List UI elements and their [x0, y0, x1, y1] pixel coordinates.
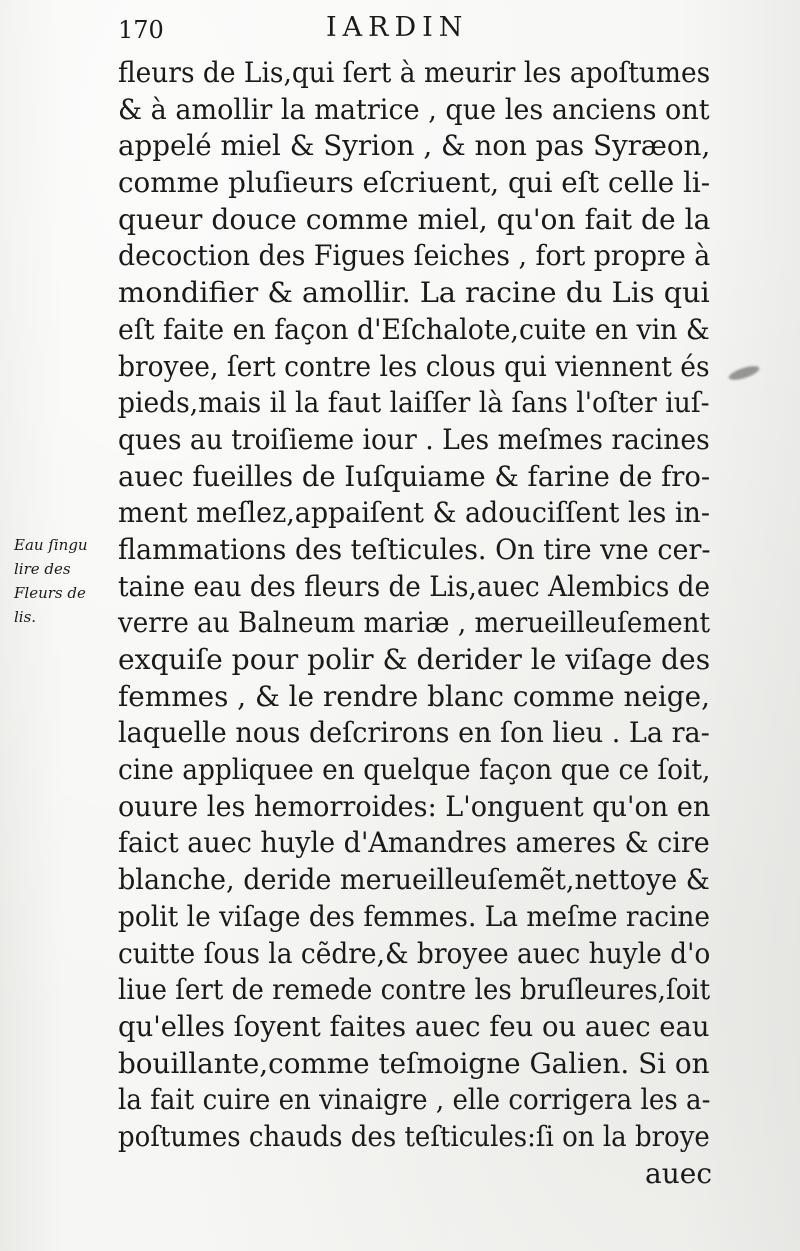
text-line: taine eau des fleurs de Lis,auec Alembics de [118, 569, 711, 603]
body-text [118, 55, 718, 1192]
marginal-note [14, 533, 114, 629]
text-line: auec fueilles de Iuſquiame & farine de fro- [118, 459, 711, 493]
marginal-note-line: Eau ſingu [14, 536, 88, 554]
text-line: comme pluſieurs eſcriuent, qui eſt celle li- [118, 166, 711, 200]
text-line: ment meſlez,appaiſent & adouciſſent les in- [118, 496, 710, 530]
text-line: faict auec huyle d'Amandres ameres & cire [118, 826, 710, 860]
text-line: poſtumes chauds des teſticules:ſi on la broye [118, 1119, 710, 1153]
text-line: queur douce comme miel, qu'on fait de la [118, 202, 711, 236]
text-line: femmes , & le rendre blanc comme neige, [118, 679, 710, 713]
text-line: qu'elles ſoyent faites auec feu ou auec eau [118, 1009, 710, 1043]
text-line: bouillante,comme teſmoigne Galien. Si on [118, 1046, 710, 1080]
text-line: verre au Balneum mariæ , merueilleuſement [118, 606, 711, 640]
text-line: blanche, deride merueilleuſemẽt,nettoye & [118, 863, 710, 897]
page-number: 170 [118, 16, 164, 44]
marginal-note-line: lire des [14, 560, 71, 578]
text-line: eſt faite en façon d'Eſchalote,cuite en vin & [118, 312, 710, 346]
text-line: appelé miel & Syrion , & non pas Syræon, [118, 129, 711, 163]
text-line: ques au troiſieme iour . Les meſmes racines [118, 422, 710, 456]
marginal-note-line: lis. [14, 608, 37, 626]
text-line: fleurs de Lis,qui ſert à meurir les apoſtumes [118, 56, 711, 89]
text-line: laquelle nous deſcrirons en ſon lieu . La ra- [118, 716, 710, 750]
catchword: auec [645, 1156, 712, 1190]
text-line: liue ſert de remede contre les bruſleures,ſoit [118, 973, 711, 1007]
text-line: cuitte ſous la cẽdre,& broyee auec huyle d'o [118, 936, 711, 970]
text-line: decoction des Figues ſeiches , fort propre à [118, 239, 711, 273]
text-line: polit le viſage des femmes. La meſme racine [118, 899, 711, 933]
text-line: broyee, ſert contre les clous qui viennent és [118, 349, 710, 383]
text-line: ouure les hemorroides: L'onguent qu'on en [118, 789, 711, 823]
running-head: IARDIN [326, 12, 469, 43]
text-line: & à amollir la matrice , que les anciens ont [118, 92, 710, 126]
text-line: exquiſe pour polir & derider le viſage des [118, 643, 711, 676]
marginal-note-line: Fleurs de [14, 584, 86, 602]
text-line: la fait cuire en vinaigre , elle corrigera les a- [118, 1083, 711, 1117]
text-line: pieds,mais il la faut laiſſer là ſans l'oſter iuſ- [118, 386, 710, 420]
text-line: flammations des teſticules. On tire vne cer- [118, 532, 711, 566]
text-line: cine appliquee en quelque façon que ce ſoit, [118, 753, 711, 787]
text-line: mondifier & amollir. La racine du Lis qui [118, 276, 710, 310]
